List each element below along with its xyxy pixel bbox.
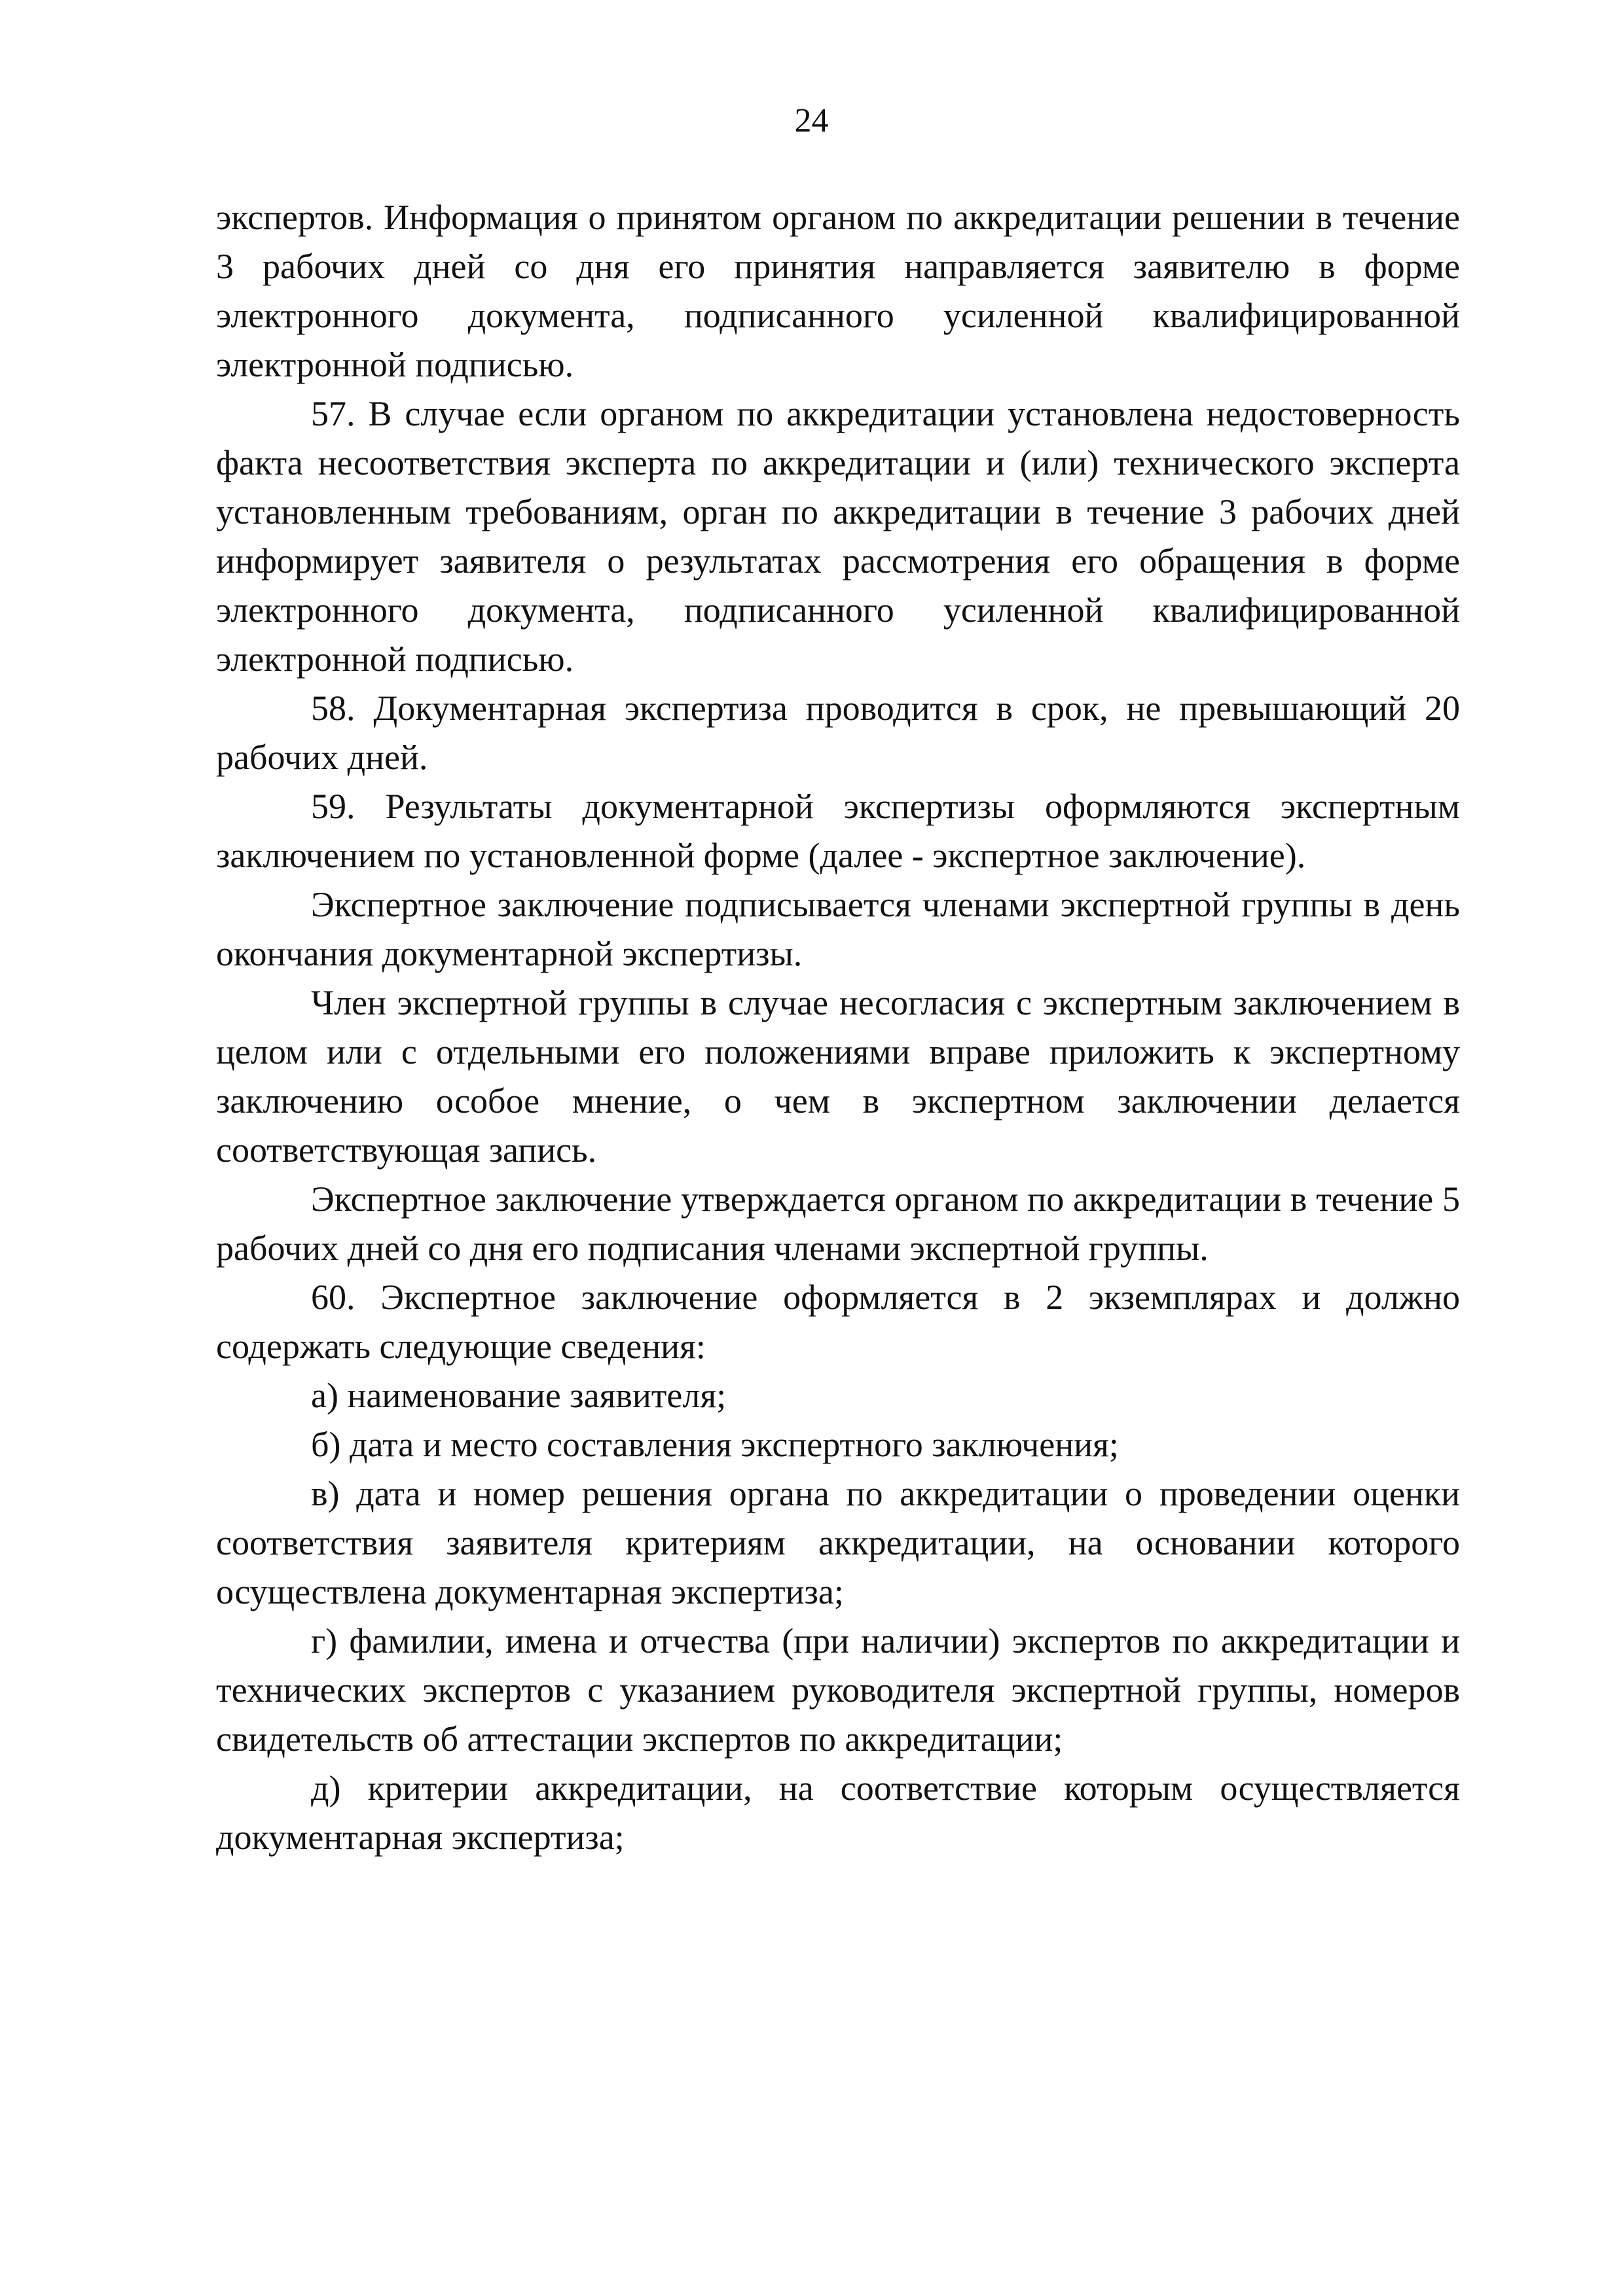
paragraph-59-signing: Экспертное заключение подписывается членами экспертной группы в день окончания документарной экспертизы. (216, 885, 1460, 973)
list-item-v: в) дата и номер решения органа по аккредитации о проведении оценки соответствия заявителя критериям аккредитации, на основании которого осуществлена документарная экспертиза; (216, 1474, 1460, 1611)
list-item-b: б) дата и место составления экспертного заключения; (311, 1425, 1119, 1464)
paragraph-58: 58. Документарная экспертиза проводится в срок, не превышающий 20 рабочих дней. (216, 689, 1460, 777)
list-item-a: а) наименование заявителя; (311, 1376, 727, 1415)
paragraph-59-approval: Экспертное заключение утверждается органом по аккредитации в течение 5 рабочих дней со дня его подписания членами экспертной группы. (216, 1179, 1460, 1268)
paragraph-59: 59. Результаты документарной экспертизы оформляются экспертным заключением по установленной форме (далее - экспертное заключение). (216, 787, 1460, 875)
paragraph-59-dissent: Член экспертной группы в случае несогласия с экспертным заключением в целом или с отдельными его положениями вправе приложить к экспертному заключению особое мнение, о чем в экспертном заключении делается соответствующая запись. (216, 983, 1460, 1170)
page-number: 24 (794, 102, 829, 139)
paragraph-60: 60. Экспертное заключение оформляется в 2 экземплярах и должно содержать следующие сведения: (216, 1278, 1460, 1366)
list-item-d: д) критерии аккредитации, на соответствие которым осуществляется документарная экспертиза; (216, 1768, 1460, 1857)
document-body (216, 193, 1460, 1862)
paragraph-continuation: экспертов. Информация о принятом органом по аккредитации решении в течение 3 рабочих дней со дня его принятия направляется заявителю в форме электронного документа, подписанного усиленной квалифицированной электронной подписью. (216, 198, 1460, 384)
list-item-g: г) фамилии, имена и отчества (при наличии) экспертов по аккредитации и технических экспертов с указанием руководителя экспертной группы, номеров свидетельств об аттестации экспертов по аккредитации; (216, 1621, 1460, 1759)
paragraph-57: 57. В случае если органом по аккредитации установлена недостоверность факта несоответствия эксперта по аккредитации и (или) технического эксперта установленным требованиям, орган по аккредитации в течение 3 рабочих дней информирует заявителя о результатах рассмотрения его обращения в форме электронного документа, подписанного усиленной квалифицированной электронной подписью. (216, 394, 1460, 679)
